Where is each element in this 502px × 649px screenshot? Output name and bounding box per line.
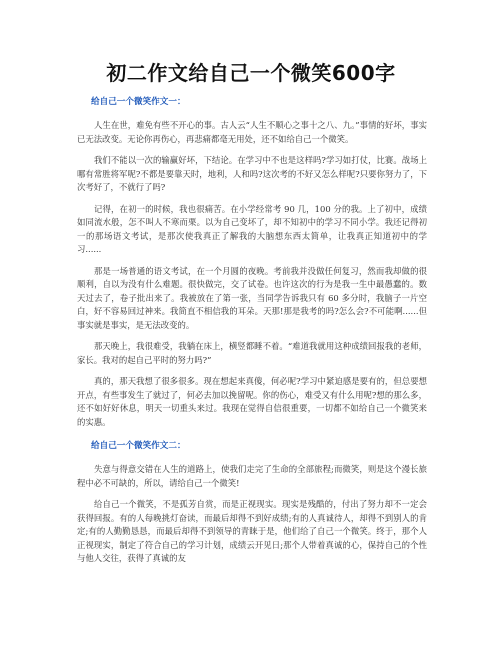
paragraph: 给自己一个微笑，不是孤芳自赏，而是正视现实。现实是残酷的，付出了努力却不一定会获得回报。有的人每晚挑灯奋读，而最后却得不到好成绩;有的人真诚待人，却得不到别人的肯定;有的人勤勤恳恳，而最后却得不到领导的青睐于是，他们给了自己一个微笑。终于，那个人正视现实，制定了符合自己的学习计划，成绩云开见日;那个人带着真诚的心，保持自己的个性与他人交往，获得了真诚的友 [77,499,427,563]
essay-section-1 [77,96,427,429]
document-title: 初二作文给自己一个微笑600字 [106,61,396,85]
document-body [77,96,427,574]
paragraph: 失意与得意交错在人生的道路上，使我们走完了生命的全部旅程;而微笑，则是这个漫长旅程中必不可缺的，所以，请给自己一个微笑! [77,464,427,488]
paragraph: 真的，那天我想了很多很多。现在想起来真傻，何必呢?学习中紧迫感是要有的，但总要想开点，有些事发生了就过了，何必去加以挽留呢。你的伤心，难受又有什么用呢?想的那么多，还不如好好休息，明天一切重头来过。我现在觉得自信很重要，一切都不如给自己一个微笑来的实惠。 [77,376,427,427]
paragraph: 那是一场普通的语文考试，在一个月圆的夜晚。考前我并没做任何复习，然而我却做的很顺利，自以为没有什么难题。很快做完，交了试卷。也许这次的行为是我一生中最愚蠢的。数天过去了，卷子批出来了。我被放在了第一张，当同学告诉我只有 60 多分时，我脑子一片空白，好不容易回过神来。我简直不相信我的耳朵。天那!那是我考的吗?怎么会?不可能啊......但事实就是事实，是无法改变的。 [77,265,427,330]
essay-section-2 [77,440,427,566]
section-heading: 给自己一个微笑作文一： [91,97,186,107]
paragraph: 记得，在初一的时候，我也很痛苦。在小学经常考 90 几，100 分的我。上了初中，成绩如同流水般，怎不叫人不寒而栗。以为自己变坏了，却不知初中的学习不同小学。我还记得初一的那场语文考试，是那次使我真正了解我的大脑想东西太简单，让我真正知道初中的学习...... [77,203,427,254]
paragraph: 我们不能以一次的输赢好坏，下结论。在学习中不也是这样吗?学习如打仗，比赛。战场上哪有常胜将军呢?不都是要靠天时，地利，人和吗?这次考的不好又怎么样呢?只要你努力了，下次考好了，不就行了吗? [77,155,427,192]
paragraph: 人生在世，难免有些不开心的事。古人云“人生不顺心之事十之八、九。”事情的好坏，事实已无法改变。无论你再伤心，再悲痛都毫无用处，还不如给自己一个微笑。 [77,120,427,144]
paragraph: 那天晚上，我很难受，我躺在床上，横竖都睡不着。“难道我就用这种成绩回报我的老师，家长。我对的起自己平时的努力吗?” [77,341,427,365]
section-heading: 给自己一个微笑作文二： [91,441,186,451]
